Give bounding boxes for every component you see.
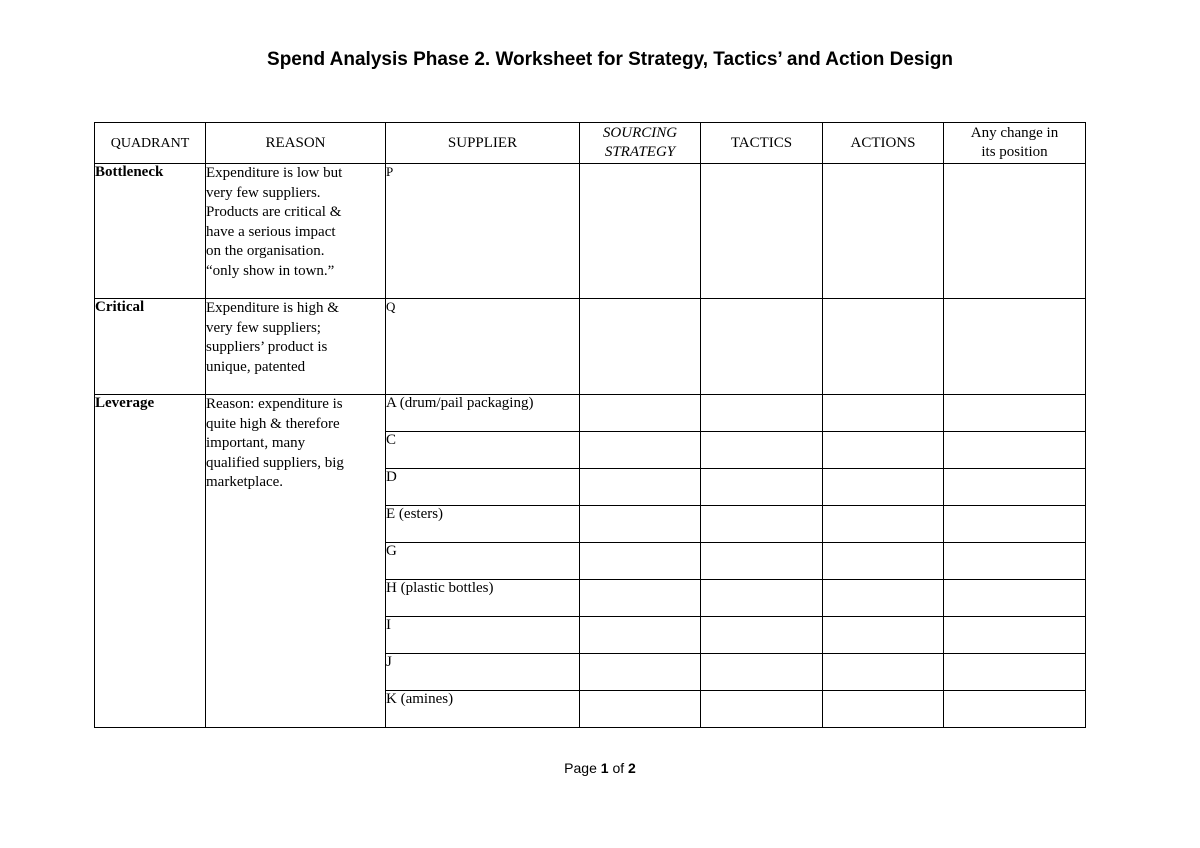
sourcing-strategy-cell <box>580 506 701 543</box>
sourcing-strategy-cell <box>580 617 701 654</box>
change-position-cell <box>944 506 1086 543</box>
reason-line: have a serious impact <box>206 223 336 240</box>
reason-line: important, many <box>206 435 306 452</box>
change-position-cell <box>944 543 1086 580</box>
table-row <box>95 164 1086 299</box>
tactics-cell <box>701 432 823 469</box>
reason-line: on the organisation. <box>206 243 325 260</box>
supplier-cell: K (amines) <box>386 691 580 728</box>
change-position-cell <box>944 617 1086 654</box>
supplier-cell: A (drum/pail packaging) <box>386 395 580 432</box>
actions-cell <box>823 691 944 728</box>
header-actions: ACTIONS <box>823 123 944 164</box>
sourcing-strategy-cell <box>580 395 701 432</box>
tactics-cell <box>701 299 823 395</box>
header-sourcing-line1: SOURCING <box>602 125 678 141</box>
actions-cell <box>823 164 944 299</box>
reason-line: Products are critical & <box>206 204 342 221</box>
sourcing-strategy-cell <box>580 299 701 395</box>
table-row <box>95 395 1086 432</box>
tactics-cell <box>701 543 823 580</box>
reason-cell <box>206 299 386 395</box>
supplier-cell: D <box>386 469 580 506</box>
sourcing-strategy-cell <box>580 691 701 728</box>
sourcing-strategy-cell <box>580 164 701 299</box>
quadrant-cell: Bottleneck <box>95 164 206 299</box>
change-position-cell <box>944 580 1086 617</box>
supplier-cell: H (plastic bottles) <box>386 580 580 617</box>
actions-cell <box>823 506 944 543</box>
header-reason: REASON <box>206 123 386 164</box>
reason-line: very few suppliers; <box>206 319 321 336</box>
sourcing-strategy-cell <box>580 432 701 469</box>
reason-cell <box>206 395 386 728</box>
header-supplier: SUPPLIER <box>386 123 580 164</box>
header-quadrant: QUADRANT <box>95 123 206 164</box>
tactics-cell <box>701 164 823 299</box>
change-position-cell <box>944 691 1086 728</box>
reason-line: “only show in town.” <box>206 262 335 279</box>
tactics-cell <box>701 506 823 543</box>
sourcing-strategy-cell <box>580 469 701 506</box>
reason-line: qualified suppliers, big <box>206 454 344 471</box>
header-sourcing-line2: STRATEGY <box>604 144 676 160</box>
change-position-cell <box>944 164 1086 299</box>
tactics-cell <box>701 654 823 691</box>
change-position-cell <box>944 432 1086 469</box>
change-position-cell <box>944 654 1086 691</box>
reason-line: quite high & therefore <box>206 415 340 432</box>
actions-cell <box>823 469 944 506</box>
header-change-line1: Any change in <box>970 125 1059 141</box>
reason-line: unique, patented <box>206 358 306 375</box>
table-row <box>95 299 1086 395</box>
sourcing-strategy-cell <box>580 543 701 580</box>
sourcing-strategy-cell <box>580 580 701 617</box>
page-of-word: of <box>612 760 625 776</box>
change-position-cell <box>944 469 1086 506</box>
sourcing-strategy-cell <box>580 654 701 691</box>
reason-line: Expenditure is high & <box>206 300 339 316</box>
quadrant-cell: Critical <box>95 299 206 395</box>
supplier-cell: G <box>386 543 580 580</box>
tactics-cell <box>701 580 823 617</box>
header-tactics: TACTICS <box>701 123 823 164</box>
page-word: Page <box>564 760 597 776</box>
header-row <box>95 123 1086 164</box>
actions-cell <box>823 580 944 617</box>
tactics-cell <box>701 469 823 506</box>
header-sourcing-strategy <box>580 123 701 164</box>
change-position-cell <box>944 299 1086 395</box>
reason-line: marketplace. <box>206 474 284 491</box>
reason-cell <box>206 164 386 299</box>
supplier-cell: J <box>386 654 580 691</box>
header-change-line2: its position <box>981 144 1048 160</box>
actions-cell <box>823 395 944 432</box>
page-title: Spend Analysis Phase 2. Worksheet for Strategy, Tactics’ and Action Design <box>267 49 953 70</box>
quadrant-cell: Leverage <box>95 395 206 728</box>
reason-line: Reason: expenditure is <box>206 396 343 412</box>
tactics-cell <box>701 617 823 654</box>
actions-cell <box>823 432 944 469</box>
page-total: 2 <box>628 760 636 776</box>
supplier-cell: C <box>386 432 580 469</box>
header-change-position <box>944 123 1086 164</box>
actions-cell <box>823 654 944 691</box>
change-position-cell <box>944 395 1086 432</box>
supplier-cell: E (esters) <box>386 506 580 543</box>
reason-line: very few suppliers. <box>206 184 321 201</box>
supplier-cell: P <box>386 164 580 299</box>
actions-cell <box>823 543 944 580</box>
tactics-cell <box>701 395 823 432</box>
actions-cell <box>823 617 944 654</box>
page-footer <box>0 760 1200 776</box>
actions-cell <box>823 299 944 395</box>
worksheet-table <box>94 122 1086 728</box>
page-current: 1 <box>600 760 609 776</box>
reason-line: Expenditure is low but <box>206 165 343 181</box>
tactics-cell <box>701 691 823 728</box>
reason-line: suppliers’ product is <box>206 339 328 356</box>
supplier-cell: Q <box>386 299 580 395</box>
supplier-cell: I <box>386 617 580 654</box>
